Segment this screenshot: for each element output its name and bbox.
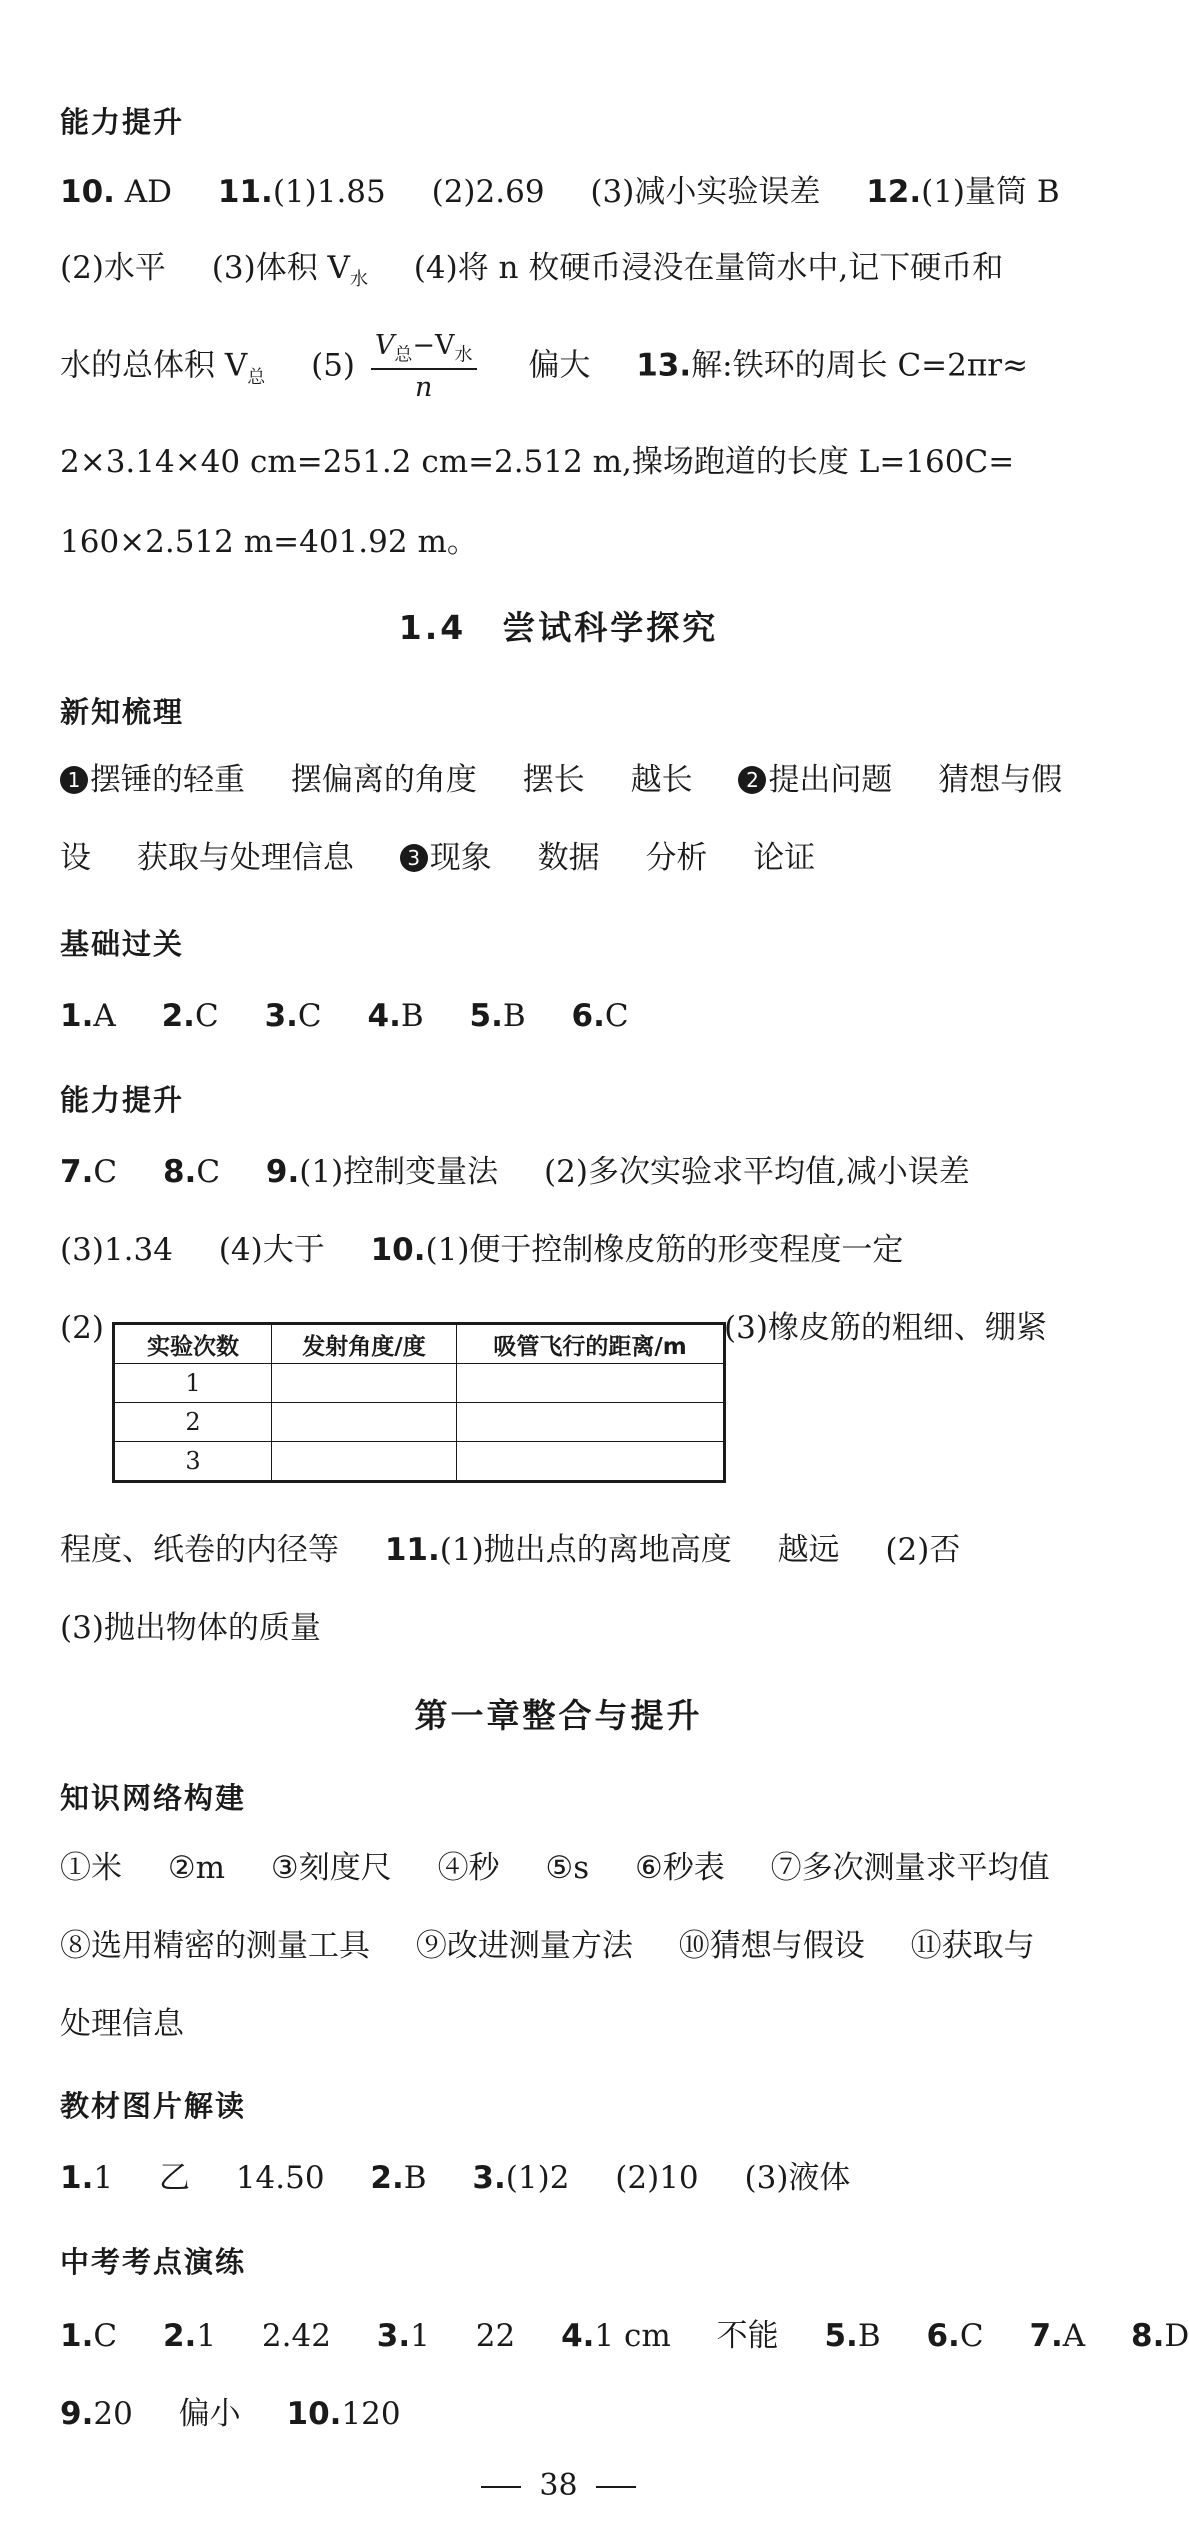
number-bullet: 2 (738, 766, 766, 794)
section-title: 1.4 尝试科学探究 (398, 608, 719, 647)
table-row (114, 1442, 725, 1482)
answer-line: (2) (60, 1310, 104, 1346)
answer-line: 设 获取与处理信息 3 现象 数据 分析 论证 (60, 840, 816, 876)
answer-line: 1.C 2.1 2.42 3.1 22 4.1 cm 不能 5.B 6.C 7.A 8.D (60, 2318, 1189, 2354)
number-bullet: 3 (400, 844, 428, 872)
answer-line: 水的总体积 $V_总$ (5) $\frac{V_总-V_水}{n}$ 偏大 13.解:铁环的周长 C=2πr≈ (60, 330, 1029, 403)
experiment-table (112, 1322, 726, 1483)
answer-line: 1.A 2.C 3.C 4.B 5.B 6.C (60, 998, 629, 1034)
section-heading: 能力提升 (60, 1083, 185, 1117)
table-header: 实验次数 (114, 1324, 272, 1364)
section-heading: 新知梳理 (60, 695, 185, 729)
table-cell: 3 (114, 1442, 272, 1482)
answer-line: ①米 ②m ③刻度尺 ④秒 ⑤s ⑥秒表 ⑦多次测量求平均值 (60, 1850, 1050, 1886)
answer-line: 1.1 乙 14.50 2.B 3.(1)2 (2)10 (3)液体 (60, 2160, 851, 2196)
table-header: 吸管飞行的距离/m (457, 1324, 725, 1364)
answer-line: 160×2.512 m=401.92 m。 (60, 524, 478, 560)
table-cell: 1 (114, 1364, 272, 1403)
table-row (114, 1364, 725, 1403)
page-number: 38 (0, 2468, 1117, 2503)
answer-line: 10. AD 11.(1)1.85 (2)2.69 (3)减小实验误差 12.(1)量筒 B (60, 174, 1060, 210)
answer-line: 处理信息 (60, 2006, 184, 2042)
answer-line: 7.C 8.C 9.(1)控制变量法 (2)多次实验求平均值,减小误差 (60, 1154, 970, 1190)
answer-line: ⑧选用精密的测量工具 ⑨改进测量方法 ⑩猜想与假设 ⑪获取与 (60, 1928, 1035, 1964)
table-header-row (114, 1324, 725, 1364)
number-bullet: 1 (60, 766, 88, 794)
table-cell: 2 (114, 1403, 272, 1442)
answer-line: 9.20 偏小 10.120 (60, 2396, 401, 2432)
section-heading: 教材图片解读 (60, 2089, 247, 2123)
answer-line: 2×3.14×40 cm=251.2 cm=2.512 m,操场跑道的长度 L=160C= (60, 444, 1015, 480)
section-title: 第一章整合与提升 (414, 1696, 703, 1735)
answer-line: (3)抛出物体的质量 (60, 1610, 321, 1646)
section-heading-ability: 能力提升 (60, 105, 185, 139)
answer-line: 程度、纸卷的内径等 11.(1)抛出点的离地高度 越远 (2)否 (60, 1532, 961, 1568)
answer-line: 1 摆锤的轻重 摆偏离的角度 摆长 越长 2 提出问题 猜想与假 (60, 762, 1062, 799)
section-heading: 中考考点演练 (60, 2245, 247, 2279)
answer-line: (3)1.34 (4)大于 10.(1)便于控制橡皮筋的形变程度一定 (60, 1232, 904, 1268)
answer-line: (3)橡皮筋的粗细、绷紧 (724, 1310, 1047, 1346)
fraction: $\frac{V_总-V_水}{n}$ (371, 330, 477, 404)
section-heading: 基础过关 (60, 927, 185, 961)
section-heading: 知识网络构建 (60, 1781, 247, 1815)
table-row (114, 1403, 725, 1442)
answer-line: (2)水平 (3)体积 $V_水$ (4)将 n 枚硬币浸没在量筒水中,记下硬币和 (60, 250, 1004, 291)
table-header: 发射角度/度 (272, 1324, 457, 1364)
